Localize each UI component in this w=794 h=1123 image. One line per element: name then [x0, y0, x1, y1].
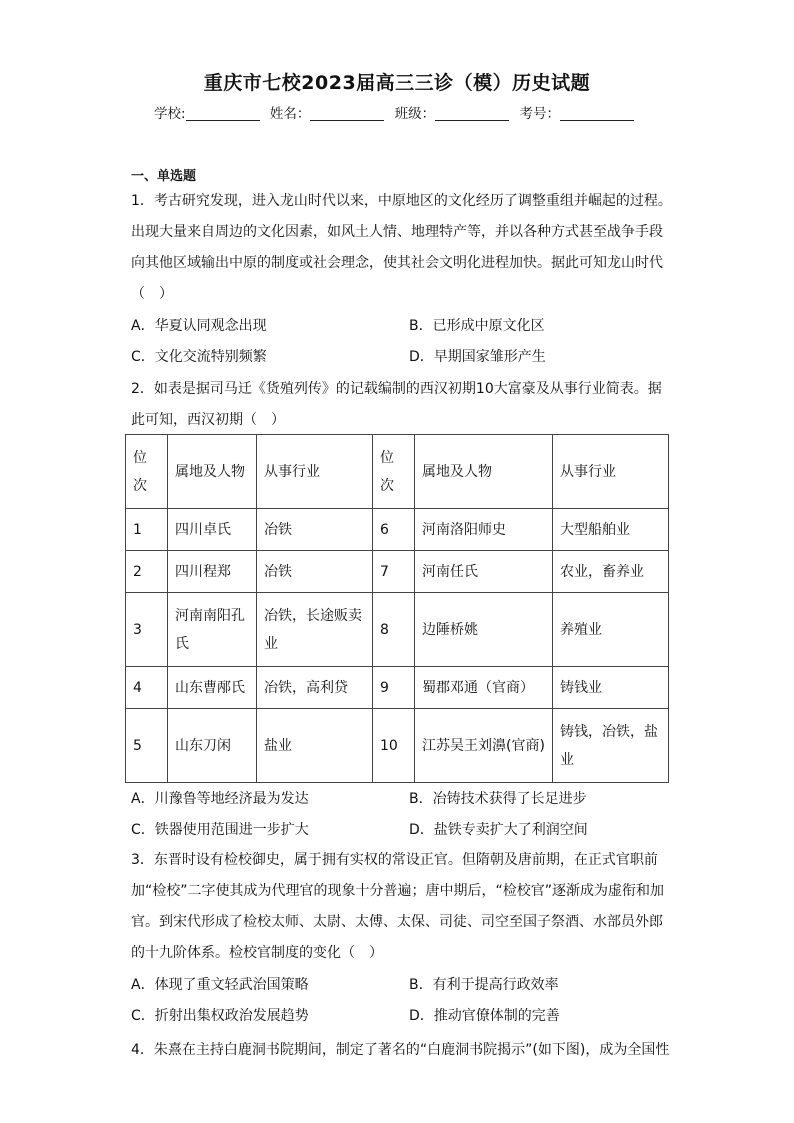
table-row [126, 667, 669, 709]
header-cell: 属地及人物 [168, 435, 257, 509]
q3-line1: 3．东晋时设有检校御史，属于拥有实权的常设正官。但隋朝及唐前期，在正式官职前 [131, 852, 658, 868]
table-cell: 6 [373, 509, 415, 551]
name-blank [310, 105, 384, 121]
table-cell: 8 [373, 593, 415, 667]
class-label: 班级： [394, 106, 436, 122]
table-cell: 铸钱业 [553, 667, 669, 709]
table-cell: 养殖业 [553, 593, 669, 667]
id-blank [560, 105, 634, 121]
table-cell: 江苏吴王刘濞(官商) [415, 709, 553, 783]
section-heading: 一、单选题 [131, 169, 197, 184]
table-cell: 铸钱，冶铁，盐业 [553, 709, 669, 783]
header-cell: 位次 [126, 435, 168, 509]
q1-line4: （ ） [131, 286, 173, 302]
q1-stem [131, 186, 676, 310]
table-cell: 5 [126, 709, 168, 783]
q3-line4: 的十九阶体系。检校官制度的变化（ ） [131, 945, 383, 961]
table-row [126, 593, 669, 667]
header-cell: 从事行业 [257, 435, 373, 509]
q1-option-b: B．已形成中原文化区 [409, 318, 545, 334]
table-cell: 9 [373, 667, 415, 709]
q3-option-c: C．折射出集权政治发展趋势 [131, 1008, 309, 1024]
q2-option-a: A．川豫鲁等地经济最为发达 [131, 791, 309, 807]
header-cell: 位次 [373, 435, 415, 509]
q3-stem [131, 845, 676, 969]
table-cell: 四川程郑 [168, 551, 257, 593]
q3-option-a: A．体现了重文轻武治国策略 [131, 977, 309, 993]
q1-line2: 出现大量来自周边的文化因素，如风土人情、地理特产等，并以各种方式甚至战争手段 [131, 224, 663, 240]
header-cell: 属地及人物 [415, 435, 553, 509]
q3-line2: 加“检校”二字使其成为代理官的现象十分普遍；唐中期后，“检校官”逐渐成为虚衔和加 [131, 883, 665, 899]
table-cell: 河南任氏 [415, 551, 553, 593]
table-cell: 冶铁，长途贩卖业 [257, 593, 373, 667]
table-cell: 冶铁 [257, 551, 373, 593]
table-cell: 山东刀闲 [168, 709, 257, 783]
table-cell: 农业，畜养业 [553, 551, 669, 593]
table-cell: 冶铁，高利贷 [257, 667, 373, 709]
table-cell: 4 [126, 667, 168, 709]
class-blank [435, 105, 509, 121]
q2-option-b: B．冶铸技术获得了长足进步 [409, 791, 587, 807]
table-cell: 冶铁 [257, 509, 373, 551]
table-row [126, 509, 669, 551]
table-cell: 山东曹邴氏 [168, 667, 257, 709]
q4-line1: 4．朱熹在主持白鹿洞书院期间，制定了著名的“白鹿洞书院揭示”(如下图)，成为全国性 [131, 1042, 670, 1058]
table-cell: 3 [126, 593, 168, 667]
header-cell: 从事行业 [553, 435, 669, 509]
table-cell: 河南洛阳师史 [415, 509, 553, 551]
q1-option-d: D．早期国家雏形产生 [409, 349, 546, 365]
table-header-row [126, 435, 669, 509]
table-cell: 10 [373, 709, 415, 783]
exam-title: 重庆市七校2023届高三三诊（模）历史试题 [203, 72, 591, 94]
q2-stem [131, 374, 676, 436]
q1-option-a: A．华夏认同观念出现 [131, 318, 267, 334]
table-cell: 边陲桥姚 [415, 593, 553, 667]
q2-line2: 此可知，西汉初期（ ） [131, 412, 285, 428]
student-info-line [0, 102, 794, 122]
q3-line3: 官。到宋代形成了检校太师、太尉、太傅、太保、司徒、司空至国子祭酒、水部员外郎 [131, 914, 663, 930]
q1-option-c: C．文化交流特别频繁 [131, 349, 267, 365]
q4-stem [131, 1035, 676, 1066]
school-blank [186, 105, 260, 121]
table-cell: 蜀郡邓通（官商） [415, 667, 553, 709]
table-cell: 四川卓氏 [168, 509, 257, 551]
table-row [126, 551, 669, 593]
name-label: 姓名： [269, 106, 311, 122]
table-cell: 1 [126, 509, 168, 551]
q1-line3: 向其他区域输出中原的制度或社会理念，使其社会文明化进程加快。据此可知龙山时代 [131, 255, 663, 271]
q2-option-d: D．盐铁专卖扩大了利润空间 [409, 822, 588, 838]
wealth-table [125, 434, 669, 783]
q3-option-d: D．推动官僚体制的完善 [409, 1008, 560, 1024]
q2-option-c: C．铁器使用范围进一步扩大 [131, 822, 309, 838]
q2-line1: 2．如表是据司马迁《货殖列传》的记载编制的西汉初期10大富豪及从事行业简表。据 [131, 381, 662, 397]
q1-line1: 1．考古研究发现，进入龙山时代以来，中原地区的文化经历了调整重组并崛起的过程。 [131, 193, 672, 209]
table-cell: 河南南阳孔氏 [168, 593, 257, 667]
q3-option-b: B．有利于提高行政效率 [409, 977, 559, 993]
table-cell: 大型船舶业 [553, 509, 669, 551]
id-label: 考号： [519, 106, 560, 122]
table-cell: 2 [126, 551, 168, 593]
school-label: 学校: [154, 106, 186, 122]
table-cell: 盐业 [257, 709, 373, 783]
table-row [126, 709, 669, 783]
table-cell: 7 [373, 551, 415, 593]
